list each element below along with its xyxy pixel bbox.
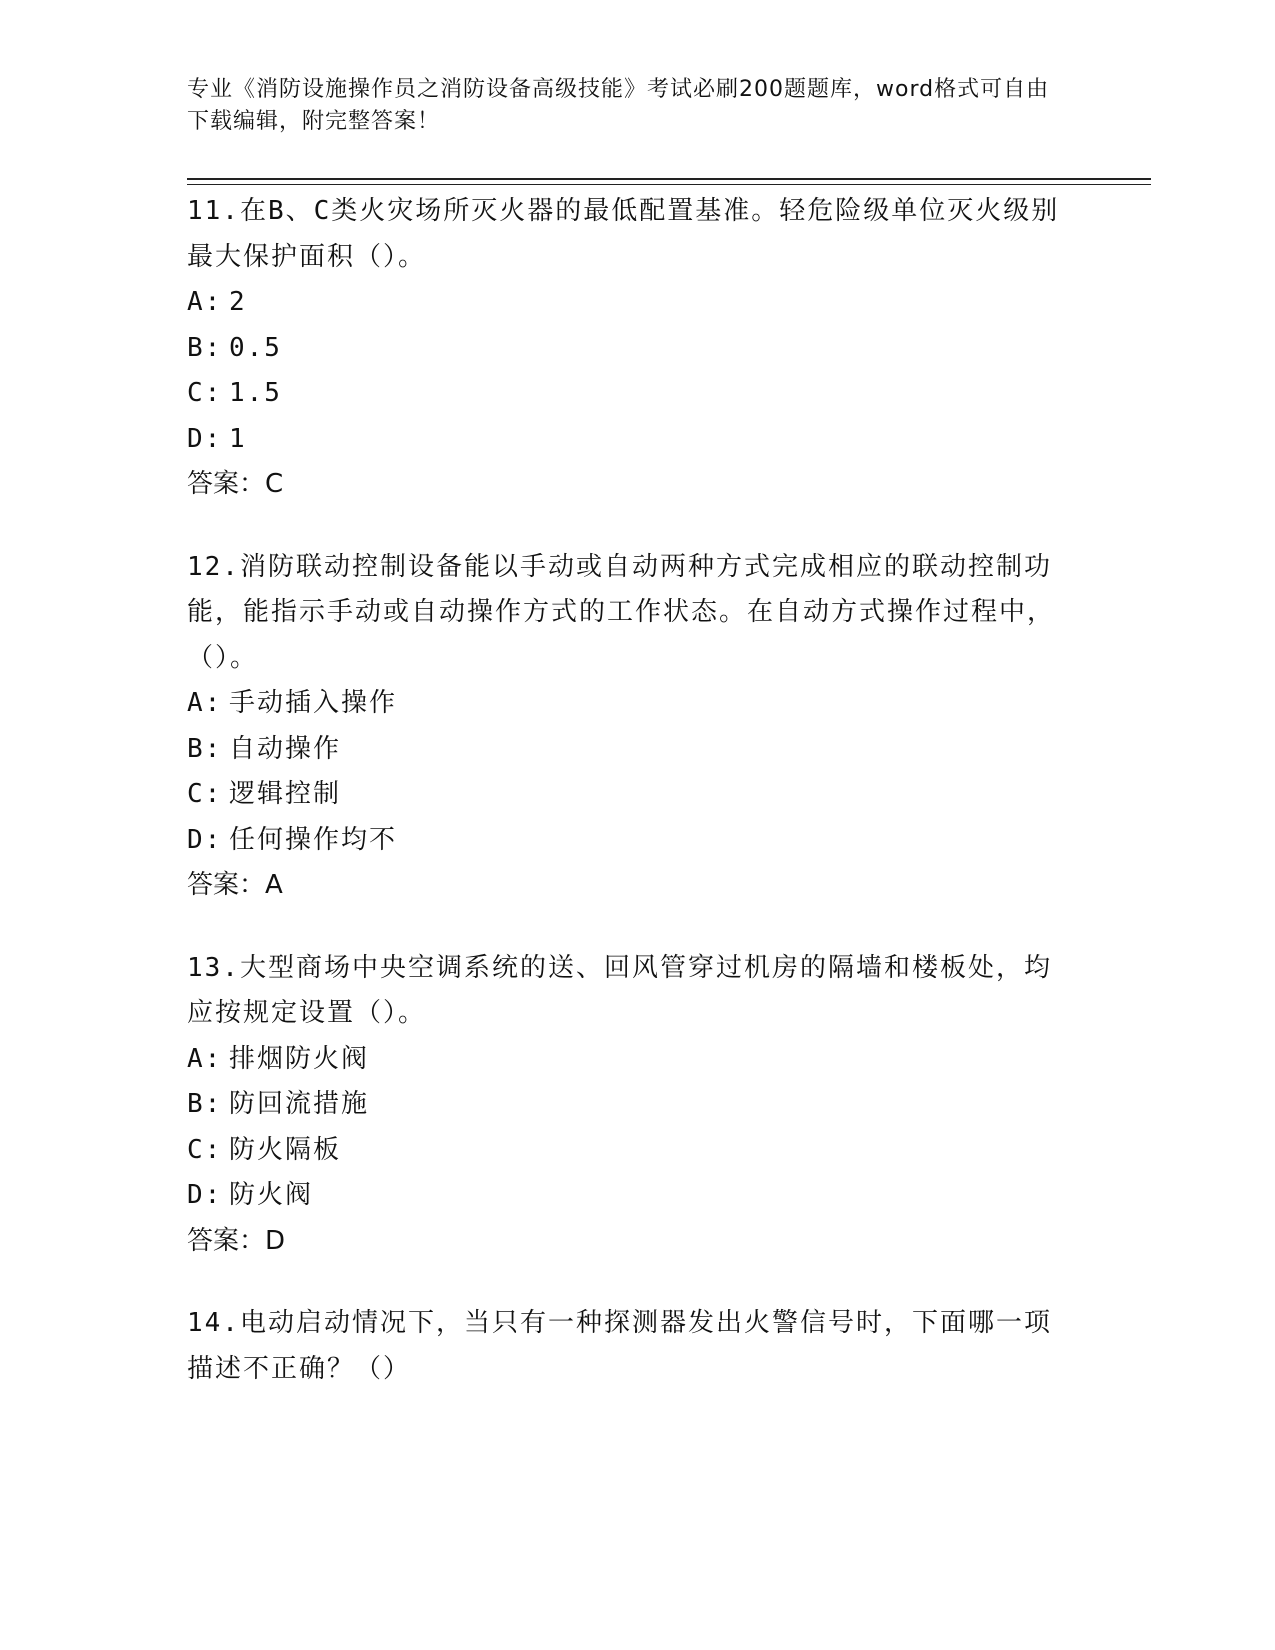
option-b [187,727,1087,773]
option-letter: D: [187,423,223,454]
option-letter: C: [187,779,223,809]
option-text: 防火隔板 [229,1134,342,1165]
option-letter: A: [187,287,223,317]
option-text: 2 [229,287,247,317]
option-c [187,772,1087,818]
option-text: 防回流措施 [229,1089,370,1119]
document-header: 专业《消防设施操作员之消防设备高级技能》考试必刷200题题库，word格式可自由下载编辑，附完整答案！ [187,77,1050,134]
option-a [187,1037,1087,1083]
question-13 [187,946,1087,1265]
option-text: 任何操作均不 [229,824,398,855]
option-letter: B: [187,733,223,764]
answer-line: 答案：D [187,1225,286,1256]
option-c [187,1128,1087,1174]
option-b [187,326,1087,372]
question-12 [187,545,1087,909]
question-stem: 13.大型商场中央空调系统的送、回风管穿过机房的隔墙和楼板处，均应按规定设置（）。 [187,952,1052,1028]
question-11 [187,189,1087,508]
option-d [187,1173,1087,1219]
option-c [187,371,1087,417]
option-text: 逻辑控制 [229,779,342,809]
option-a [187,681,1087,727]
option-letter: B: [187,332,223,363]
option-letter: C: [187,1134,223,1165]
option-text: 排烟防火阀 [229,1043,370,1074]
option-letter: D: [187,1180,223,1210]
option-text: 1 [229,423,247,454]
option-text: 手动插入操作 [229,688,398,718]
header-divider-thick [187,178,1151,180]
option-letter: A: [187,1043,223,1074]
answer-line: 答案：C [187,469,284,499]
question-stem: 14.电动启动情况下，当只有一种探测器发出火警信号时，下面哪一项描述不正确？（） [187,1308,1052,1384]
option-text: 1.5 [229,378,282,408]
question-stem: 12.消防联动控制设备能以手动或自动两种方式完成相应的联动控制功能，能指示手动或自动操作方式的工作状态。在自动方式操作过程中，（）。 [187,551,1056,673]
option-d [187,417,1087,463]
option-b [187,1082,1087,1128]
question-stem: 11.在B、C类火灾场所灭火器的最低配置基准。轻危险级单位灭火级别最大保护面积（）。 [187,196,1060,272]
option-d [187,818,1087,864]
option-letter: D: [187,824,223,855]
option-a [187,280,1087,326]
option-text: 防火阀 [229,1180,314,1210]
option-text: 自动操作 [229,733,342,764]
option-letter: A: [187,688,223,718]
question-list [187,189,1087,1429]
option-letter: B: [187,1089,223,1119]
option-text: 0.5 [229,332,282,363]
answer-line: 答案：A [187,870,283,900]
header-divider-thin [187,184,1151,185]
option-letter: C: [187,378,223,408]
question-14 [187,1301,1087,1392]
